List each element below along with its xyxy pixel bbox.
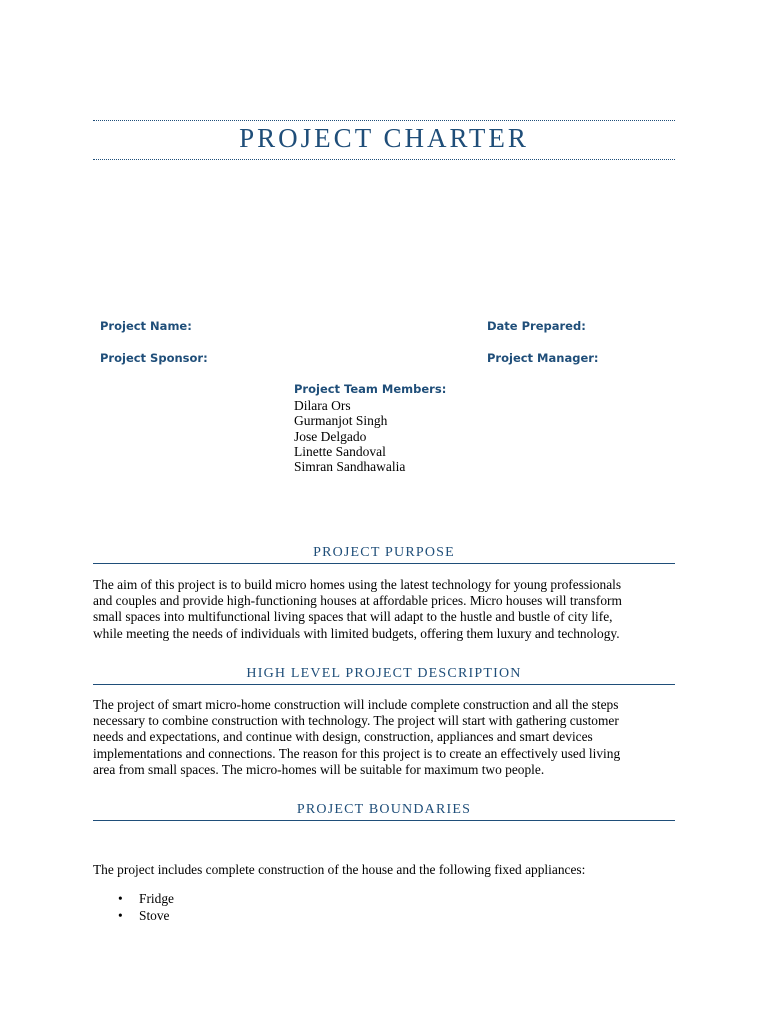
boundaries-text: The project includes complete construction of the house and the following fixed appliances: [93,862,586,877]
boundaries-heading: PROJECT BOUNDARIES [93,802,675,821]
description-heading: HIGH LEVEL PROJECT DESCRIPTION [93,666,675,685]
project-name-label: Project Name: [100,319,192,333]
appliances-list [118,890,174,924]
page-title: PROJECT CHARTER [239,123,529,153]
list-item: • Fridge [118,890,174,907]
project-manager-label: Project Manager: [487,351,599,365]
purpose-text: The aim of this project is to build micro homes using the latest technology for young professionals and couples and provide high-functioning houses at affordable prices. Micro houses will transform small spaces into multifunctional living spaces that will adapt to the hustle and bustle of city life, while meeting the needs of individuals with limited budgets, offering them luxury and technology. [93,577,622,641]
team-member: Jose Delgado [294,428,367,444]
team-members-label: Project Team Members: [294,382,447,396]
project-sponsor-label: Project Sponsor: [100,351,208,365]
team-member: Dilara Ors [294,398,351,413]
list-item: • Stove [118,907,174,924]
team-members-list [294,398,405,474]
team-member: Linette Sandoval [294,443,386,459]
team-member: Simran Sandhawalia [294,459,406,475]
description-text: The project of smart micro-home construction will include complete construction and all the steps necessary to combine construction with technology. The project will start with gathering customer needs and expectations, and continue with design, construction, appliances and smart devices implementations and connections. The reason for this project is to create an effectively used living area from small spaces. The micro-homes will be suitable for maximum two people. [93,697,621,777]
team-member: Gurmanjot Singh [294,413,388,429]
purpose-heading: PROJECT PURPOSE [93,545,675,564]
date-prepared-label: Date Prepared: [487,319,586,333]
title-rule-box [93,120,675,160]
